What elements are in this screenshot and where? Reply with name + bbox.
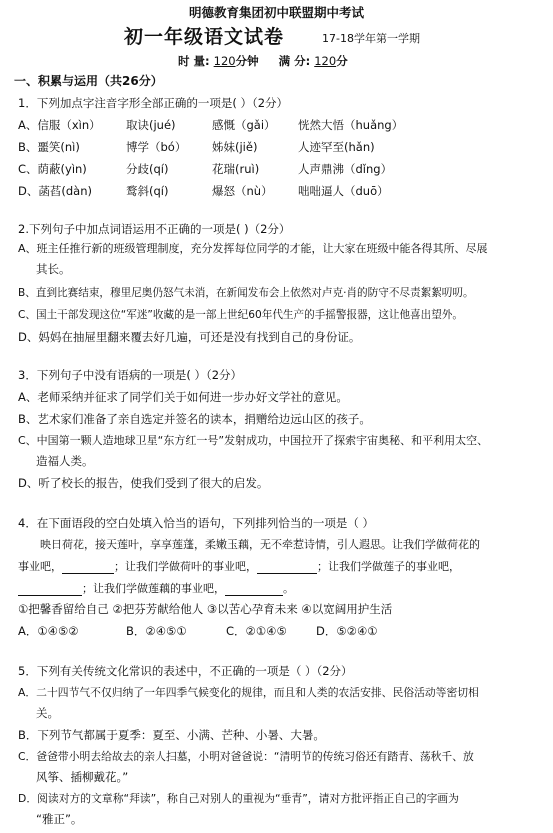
q1-option-d: D、菡萏(dàn): [18, 184, 92, 198]
question-1-stem: 1．下列加点字注音字形全部正确的一项是( ）（2分）: [18, 96, 289, 110]
q5-option-a-cont: 关。: [36, 706, 59, 720]
q1-option-d-word2: 鹜斜(qí): [126, 184, 169, 198]
q2-option-a: A、班主任推行新的班级管理制度，充分发挥每位同学的才能，让大家在班级中能各得其所、尽展: [18, 242, 488, 255]
q2-option-c: C、国土干部发现这位“军迷”收藏的是一部上世纪60年代生产的手摇警报器，这让他喜出望外。: [18, 309, 464, 321]
score-label: 满 分:: [278, 54, 311, 68]
q3-option-a: A、老师采纳并征求了同学们关于如何进一步办好文学社的意见。: [18, 390, 348, 404]
score-unit: 分: [336, 54, 348, 68]
q3-option-c-cont: 造福人类。: [36, 454, 94, 468]
q5-option-c: C．爸爸带小明去给故去的亲人扫墓，小明对爸爸说：“清明节的传统习俗还有踏青、荡秋千、放: [18, 750, 474, 763]
q1-option-d-word3: 爆怒（nù）: [212, 184, 273, 198]
section-title: 一、积累与运用（共26分）: [14, 74, 163, 88]
score-value: 120: [314, 54, 337, 68]
q1-option-b-word4: 人迹罕至(hǎn): [298, 140, 375, 154]
q5-option-b: B．下列节气都属于夏季：夏至、小满、芒种、小暑、大暑。: [18, 728, 325, 742]
blank-4[interactable]: [225, 595, 283, 596]
time-label: 时 量:: [178, 54, 210, 68]
q4-choice-a: A．①④⑤②: [18, 624, 79, 638]
question-4-stem: 4．在下面语段的空白处填入恰当的语句，下列排列恰当的一项是（ ）: [18, 516, 374, 530]
q1-option-b: B、噩笑(nì): [18, 140, 80, 154]
blank-3[interactable]: [18, 595, 82, 596]
question-5-stem: 5．下列有关传统文化常识的表述中，不正确的一项是（ ）（2分）: [18, 664, 353, 678]
school-header: 明德教育集团初中联盟期中考试: [188, 5, 364, 20]
q4-choice-c: C．②①④⑤: [226, 624, 287, 638]
time-unit: 分钟: [235, 54, 259, 68]
q4-sentence-options: ①把馨香留给自己 ②把芬芳献给他人 ③以苦心孕育未来 ④以宽阔用护生活: [18, 602, 393, 616]
q2-option-a-cont: 其长。: [36, 262, 71, 276]
q5-option-d: D．阅读对方的文章称“拜读”，称自己对别人的重视为“垂青”，请对方批评指正自己的字画为: [18, 792, 459, 805]
q3-option-d: D、听了校长的报告，使我们受到了很大的启发。: [18, 476, 269, 490]
q5-option-a: A．二十四节气不仅归纳了一年四季气候变化的规律，而且和人类的农活安排、民俗活动等密切相: [18, 686, 479, 699]
exam-title: 初一年级语文试卷: [124, 26, 285, 48]
q4-passage-line3: ；让我们学做莲藕的事业吧， 。: [18, 582, 294, 596]
q1-option-c: C、荫蔽(yìn): [18, 162, 87, 176]
question-3-stem: 3．下列句子中没有语病的一项是( ）（2分）: [18, 368, 243, 382]
time-value: 120: [213, 54, 236, 68]
q5-option-c-cont: 风筝、插柳戴花。”: [36, 770, 129, 784]
q4-passage-line2: 事业吧， ；让我们学做荷叶的事业吧， ；让我们学做莲子的事业吧，: [18, 560, 460, 573]
q1-option-c-word2: 分歧(qí): [126, 162, 169, 176]
q1-option-a-word2: 取诀(jué): [126, 118, 176, 132]
q1-option-a-word3: 感慨（gǎi）: [212, 118, 276, 132]
question-2-stem: 2.下列句子中加点词语运用不正确的一项是( )（2分）: [18, 222, 291, 236]
q2-option-d: D、妈妈在抽屉里翻来覆去好几遍，可还是没有找到自己的身份证。: [18, 330, 361, 344]
q4-passage-line1: 映日荷花，接天莲叶，享享莲蓬，柔嫩玉藕，无不牵惹诗情，引人遐思。让我们学做荷花的: [40, 538, 480, 551]
q1-option-d-word4: 咄咄逼人（duō）: [298, 184, 389, 198]
q1-option-b-word3: 姊妹(jiě): [212, 140, 258, 154]
q1-option-c-word4: 人声鼎沸（dǐng）: [298, 162, 393, 176]
time-score-line: [178, 54, 348, 68]
q5-option-d-cont: “雅正”。: [36, 812, 83, 826]
term-label: 17-18学年第一学期: [322, 32, 420, 45]
q4-choice-d: D．⑤②④①: [316, 624, 378, 638]
q2-option-b: B、直到比赛结束，穆里尼奥仍怒气未消，在新闻发布会上依然对卢克·肖的防守不尽责絮絮叨叨。: [18, 287, 474, 299]
q4-choice-b: B．②④⑤①: [126, 624, 187, 638]
blank-2[interactable]: [257, 573, 317, 574]
blank-1[interactable]: [62, 573, 114, 574]
q1-option-a: A、信服（xìn）: [18, 118, 101, 132]
q3-option-c: C、中国第一颗人造地球卫星“东方红一号”发射成功，中国拉开了探索宇宙奥秘、和平利用太空、: [18, 434, 489, 447]
q1-option-c-word3: 花瑞(ruì): [212, 162, 260, 176]
q1-option-b-word2: 博学（bó）: [126, 140, 187, 154]
q1-option-a-word4: 恍然大悟（huǎng）: [298, 118, 404, 132]
q3-option-b: B、艺术家们准备了亲自选定并签名的读本，捐赠给边远山区的孩子。: [18, 412, 371, 426]
